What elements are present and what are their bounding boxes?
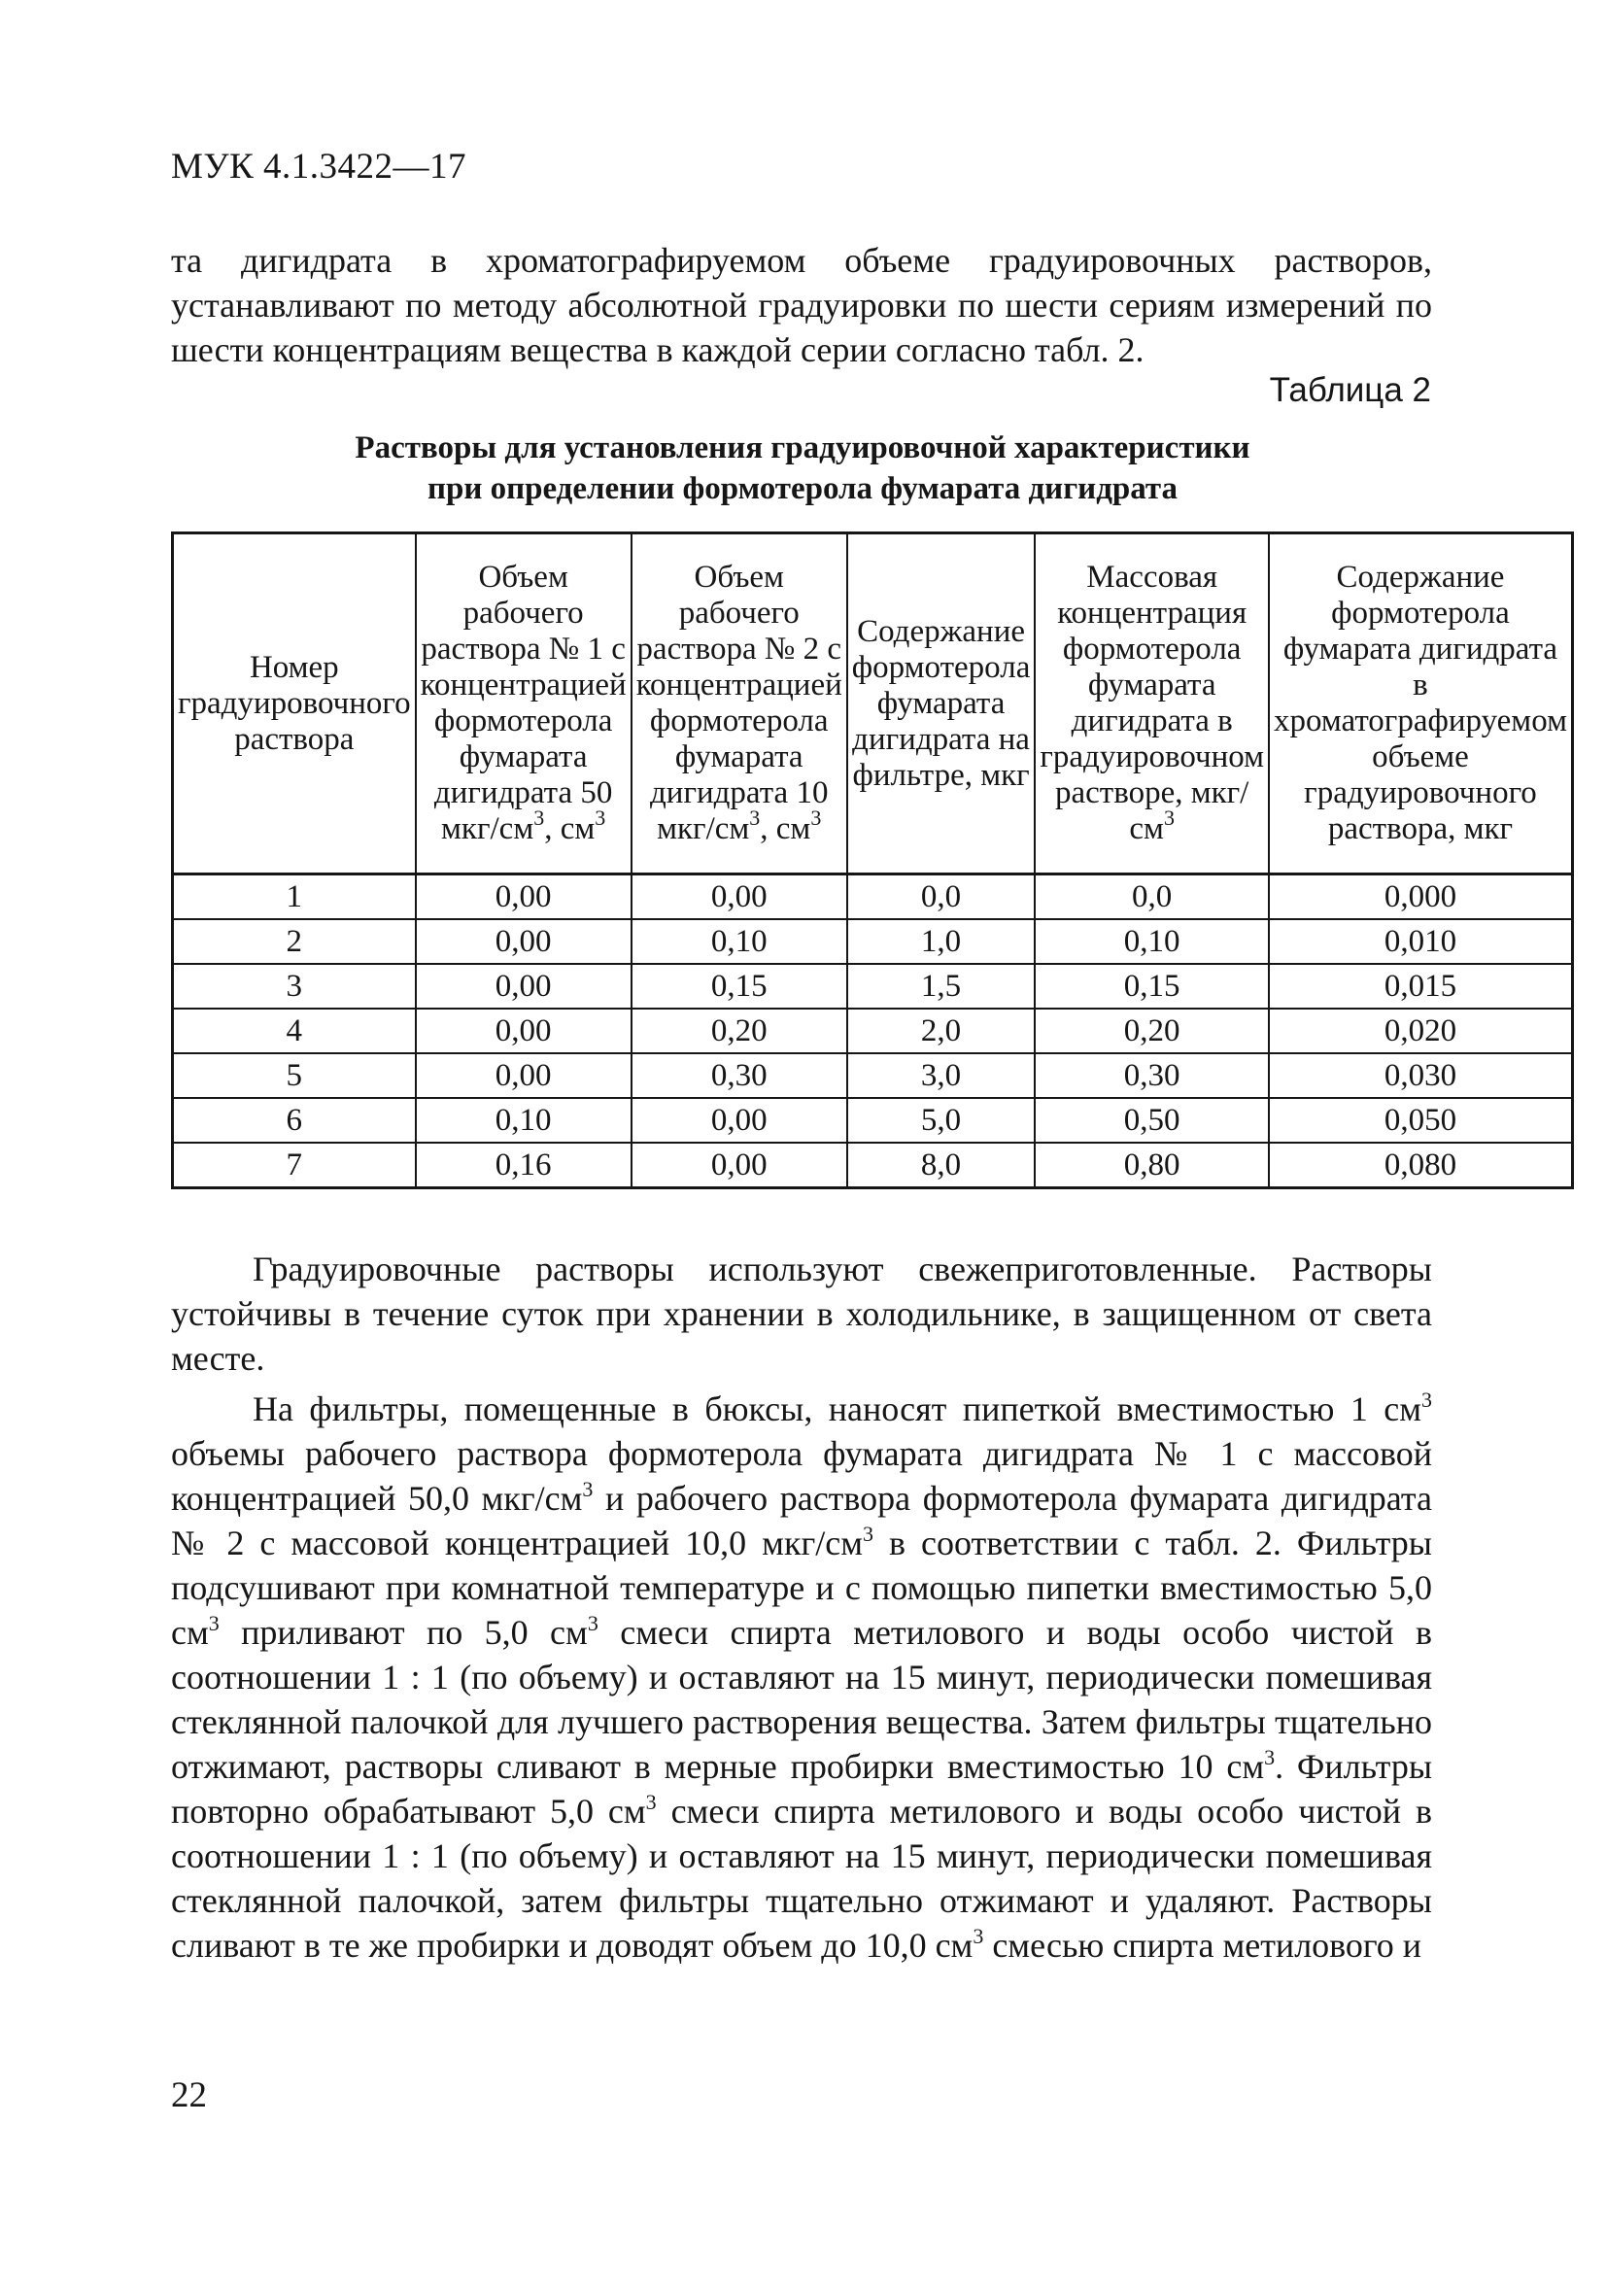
table-cell: 0,10 xyxy=(416,1098,632,1143)
table-cell: 0,00 xyxy=(416,964,632,1009)
table-cell: 5 xyxy=(173,1053,416,1098)
table-row xyxy=(173,874,1573,920)
calibration-table xyxy=(171,531,1574,1189)
table-cell: 0,00 xyxy=(632,1143,847,1188)
table-cell: 2,0 xyxy=(847,1009,1036,1053)
page-number: 22 xyxy=(171,2075,207,2115)
table-row xyxy=(173,919,1573,964)
table-cell: 8,0 xyxy=(847,1143,1036,1188)
table-cell: 5,0 xyxy=(847,1098,1036,1143)
paragraph-procedure: На фильтры, помещенные в бюксы, наносят пипеткой вместимостью 1 $см^3$ объемы рабочего раствора формотерола фумарата дигидрата № 1 с массовой концентрацией 50,0 мкг/$см^3$ и рабочего раствора формотерола фумарата дигидрата № 2 с массовой концентрацией 10,0 мкг/$см^3$ в соответствии с табл. 2. Фильтры подсушивают при комнатной температуре и с помощью пипетки вместимостью 5,0 $см^3$ приливают по 5,0 $см^3$ смеси спирта метилового и воды особо чистой в соотношении 1 : 1 (по объему) и оставляют на 15 минут, периодически помешивая стеклянной палочкой для лучшего растворения вещества. Затем фильтры тщательно отжимают, растворы сливают в мерные пробирки вместимостью 10 $см^3$. Фильтры повторно обрабатывают 5,0 $см^3$ смеси спирта метилового и воды особо чистой в соотношении 1 : 1 (по объему) и оставляют на 15 минут, периодически помешивая стеклянной палочкой, затем фильтры тщательно отжимают и удаляют. Растворы сливают в те же пробирки и доводят объем до 10,0 $см^3$ смесью спирта метилового и xyxy=(171,1388,1433,1965)
table-cell: 3 xyxy=(173,964,416,1009)
document-code: МУК 4.1.3422—17 xyxy=(171,147,467,187)
header-content-chromatographed: Содержание формотерола фумарата дигидрата в хроматографируемом объеме градуировочного раствора, мкг xyxy=(1269,533,1572,874)
table-cell: 0,00 xyxy=(632,1098,847,1143)
header-solution-number: Номер градуировочного раствора xyxy=(173,533,416,874)
table-title-line-2: при определении формотерола фумарата дигидрата xyxy=(427,471,1179,506)
table-caption: Таблица 2 xyxy=(1269,371,1431,409)
table-row xyxy=(173,964,1573,1009)
table-cell: 0,010 xyxy=(1269,919,1572,964)
table-cell: 1,5 xyxy=(847,964,1036,1009)
header-mass-concentration: Массовая концентрация формотерола фумарата дигидрата в градуировочном растворе, мкг/$см^3$ xyxy=(1035,533,1269,874)
table-cell: 0,0 xyxy=(1035,874,1269,920)
table-cell: 0,000 xyxy=(1269,874,1572,920)
table-cell: 0,015 xyxy=(1269,964,1572,1009)
table-cell: 7 xyxy=(173,1143,416,1188)
table-cell: 3,0 xyxy=(847,1053,1036,1098)
paragraph-intro: та дигидрата в хроматографируемом объеме градуировочных растворов, устанавливают по методу абсолютной градуировки по шести сериям измерений по шести концентрациям вещества в каждой серии согласно табл. 2. xyxy=(171,241,1432,369)
table-cell: 0,00 xyxy=(416,919,632,964)
table-cell: 0,00 xyxy=(416,874,632,920)
table-title xyxy=(171,428,1434,509)
table-cell: 0,50 xyxy=(1035,1098,1269,1143)
table-header-row xyxy=(173,533,1573,874)
table-cell: 0,00 xyxy=(632,874,847,920)
table-cell: 4 xyxy=(173,1009,416,1053)
table-cell: 0,00 xyxy=(416,1009,632,1053)
table-cell: 0,15 xyxy=(1035,964,1269,1009)
table-cell: 0,080 xyxy=(1269,1143,1572,1188)
table-cell: 0,20 xyxy=(1035,1009,1269,1053)
table-row xyxy=(173,1098,1573,1143)
table-cell: 6 xyxy=(173,1098,416,1143)
table-cell: 1 xyxy=(173,874,416,920)
table-row xyxy=(173,1143,1573,1188)
table-cell: 0,16 xyxy=(416,1143,632,1188)
table-cell: 0,15 xyxy=(632,964,847,1009)
table-row xyxy=(173,1009,1573,1053)
table-cell: 0,10 xyxy=(1035,919,1269,964)
table-cell: 0,10 xyxy=(632,919,847,964)
table-cell: 0,050 xyxy=(1269,1098,1572,1143)
header-volume-solution-1: Объем рабочего раствора № 1 с концентрацией формотерола фумарата дигидрата 50 мкг/$см^3$, $см^3$ xyxy=(416,533,632,874)
table-cell: 0,30 xyxy=(632,1053,847,1098)
table-cell: 0,20 xyxy=(632,1009,847,1053)
table-row xyxy=(173,1053,1573,1098)
table-cell: 1,0 xyxy=(847,919,1036,964)
paragraph-storage: Градуировочные растворы используют свежеприготовленные. Растворы устойчивы в течение суток при хранении в холодильнике, в защищенном от света месте. xyxy=(171,1250,1432,1378)
table-cell: 0,00 xyxy=(416,1053,632,1098)
table-cell: 0,030 xyxy=(1269,1053,1572,1098)
table-cell: 0,80 xyxy=(1035,1143,1269,1188)
table-cell: 0,30 xyxy=(1035,1053,1269,1098)
header-content-on-filter: Содержание формотерола фумарата дигидрата на фильтре, мкг xyxy=(847,533,1036,874)
table-title-line-1: Растворы для установления градуировочной характеристики xyxy=(355,430,1250,465)
table-cell: 0,0 xyxy=(847,874,1036,920)
table-cell: 2 xyxy=(173,919,416,964)
header-volume-solution-2: Объем рабочего раствора № 2 с концентрацией формотерола фумарата дигидрата 10 мкг/$см^3$, $см^3$ xyxy=(632,533,847,874)
table-cell: 0,020 xyxy=(1269,1009,1572,1053)
